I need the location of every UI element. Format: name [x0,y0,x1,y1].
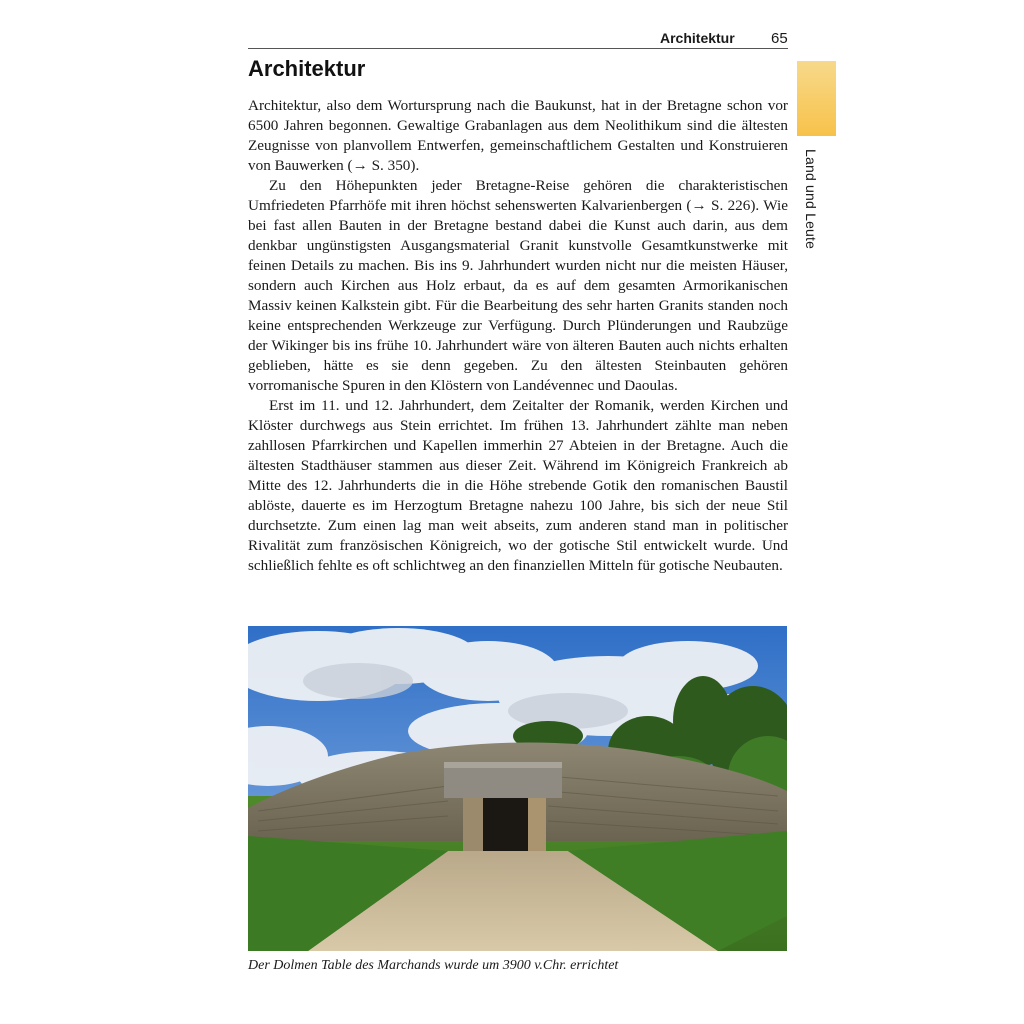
page-number: 65 [771,30,788,47]
paragraph: Architektur, also dem Wortursprung nach die Baukunst, hat in der Bretagne schon vor 6500 Jahren begonnen. Gewaltige Grabanlagen aus dem Neolithikum sind die ältesten Zeugnisse von planvollem Entwerfen, gemeinschaftlichem Gestalten und Konstruieren von Bauwerken (→ S. 350). [248,97,788,174]
body-text [248,96,788,576]
dolmen-photo [248,626,787,951]
paragraph: Erst im 11. und 12. Jahrhundert, dem Zeitalter der Romanik, werden Kirchen und Klöster durchwegs aus Stein errichtet. Im frühen 13. Jahrhundert zählte man neben zahllosen Pfarrkirchen und Kapellen immerhin 27 Abteien in der Bretagne. Auch die ältesten Stadthäuser stammen aus dieser Zeit. Während im Königreich Frankreich ab Mitte des 12. Jahrhunderts die in die Höhe strebende Gotik den romanischen Baustil ablöste, dauerte es im Herzogtum Bretagne nahezu 100 Jahre, bis sich der neue Stil durchsetzte. Zum einen lag man weit abseits, zum anderen stand man in politischer Rivalität zum französischen Königreich, wo der gotische Stil entwickelt wurde. Und schließlich fehlte es oft schlichtweg an den finanziellen Mitteln für gotische Neubauten. [248,397,788,574]
chapter-tab-label: Land und Leute [803,149,819,250]
running-header-title: Architektur [660,30,735,46]
header-rule [248,48,788,49]
section-heading: Architektur [248,56,366,81]
chapter-tab-marker [797,61,836,136]
figure-caption: Der Dolmen Table des Marchands wurde um 3900 v.Chr. errichtet [248,958,619,973]
paragraph: Zu den Höhepunkten jeder Bretagne-Reise gehören die charakteristischen Umfriedeten Pfarrhöfe mit ihren höchst sehenswerten Kalvarienbergen (→ S. 226). Wie bei fast allen Bauten in der Bretagne bestand dabei die Kunst auch darin, aus dem denkbar ungünstigsten Ausgangsmaterial Granit kunstvolle Gesamtkunstwerke mit feinen Details zu machen. Bis ins 9. Jahrhundert wurden nicht nur die meisten Häuser, sondern auch Kirchen aus Holz erbaut, da es auf dem gesamten Armorikanischen Massiv keinen Kalkstein gibt. Für die Bearbeitung des sehr harten Granits standen noch keine entsprechenden Werkzeuge zur Verfügung. Durch Plünderungen und Raubzüge der Wikinger bis ins frühe 10. Jahrhundert wäre von älteren Bauten auch nichts erhalten geblieben, hätte es sie denn gegeben. Zu den ältesten Steinbauten gehören vorromanische Spuren in den Klöstern von Landévennec und Daoulas. [248,177,788,394]
